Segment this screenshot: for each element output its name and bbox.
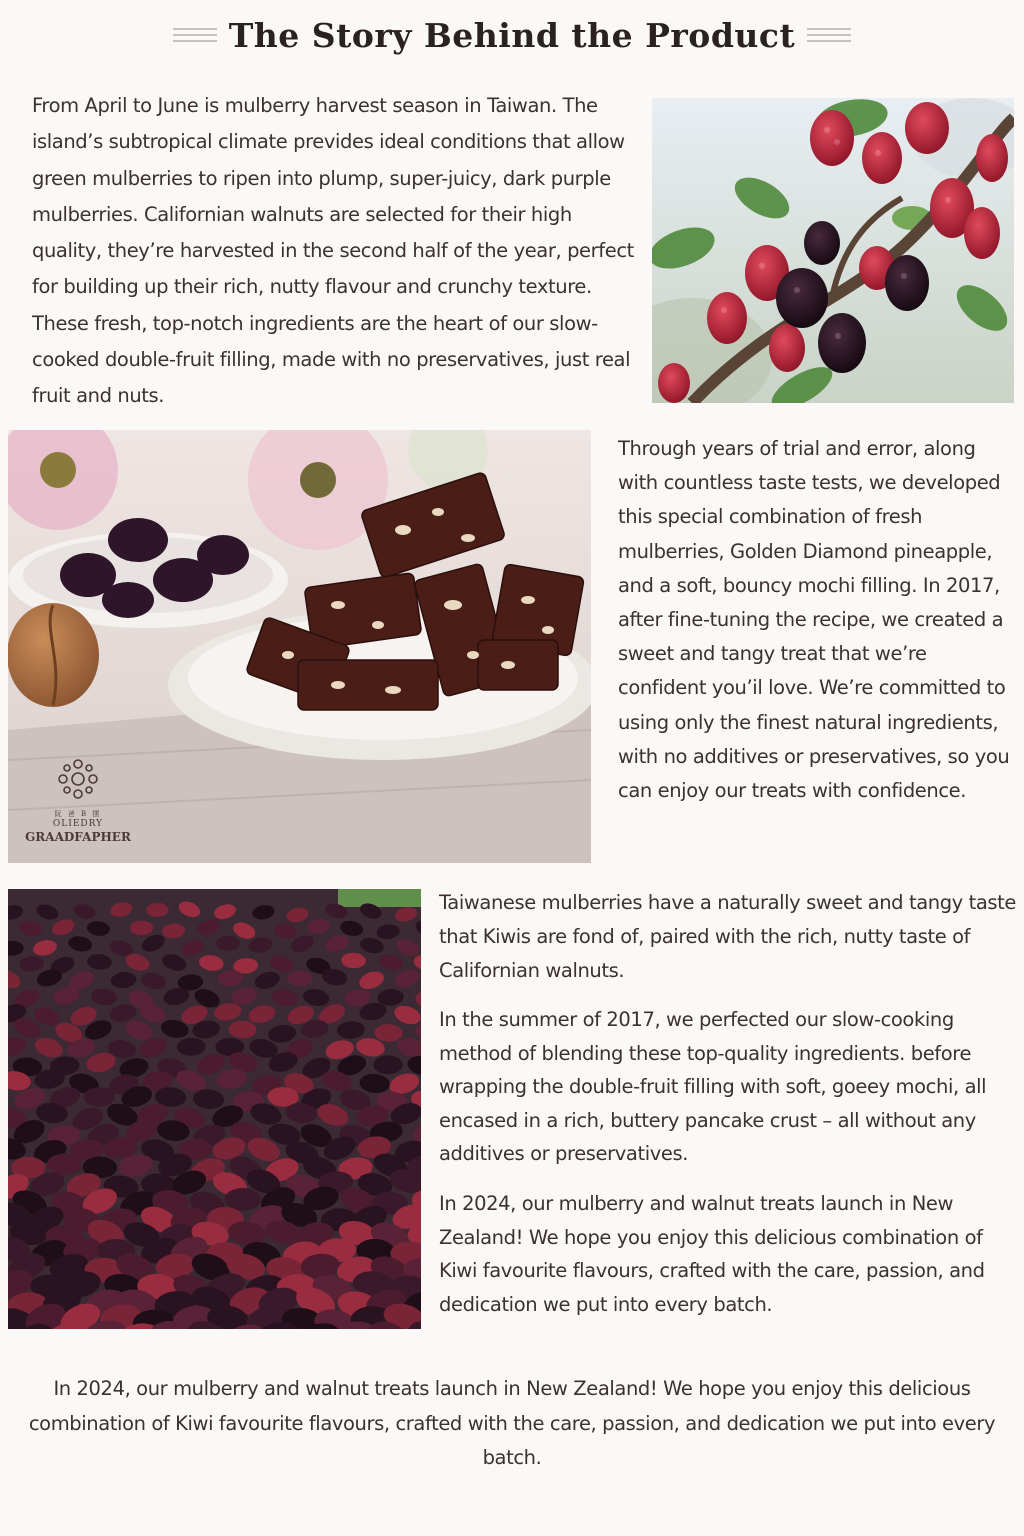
story-paragraph-launch: In 2024, our mulberry and walnut treats launch in New Zealand! We hope you enjoy this delicious combination of Kiwi favourite flavours, crafted with the care, passion, and dedication we put into every batch. (439, 1192, 985, 1316)
story-paragraph-harvest: From April to June is mulberry harvest season in Taiwan. The island’s subtropical climate prevides ideal conditions that allow green mulberries to ripen into plump, super-juicy, dark purple mulberries. Californian walnuts are selected for their high quality, they’re harvested in the second half of the year, perfect for building up their rich, nutty flavour and crunchy texture. These fresh, top-notch ingredients are the heart of our slow-cooked double-fruit filling, made with no preservatives, just real fruit and nuts. (32, 94, 634, 408)
page-title: The Story Behind the Product (228, 15, 796, 55)
drying-mulberry (373, 1056, 403, 1075)
brand-emblem-icon (56, 757, 100, 801)
brand-chinese-text: 阮 爸 B 摆 (54, 810, 102, 818)
title-right-rule (807, 28, 851, 42)
brand-line-2: GRAADFAPHER (25, 830, 131, 844)
brand-logo (18, 757, 138, 844)
story-paragraph-taste: Taiwanese mulberries have a naturally sweet and tangy taste that Kiwis are fond of, paired with the rich, nutty taste of Californian walnuts. (439, 891, 1017, 982)
mulberry-branch-photo (652, 98, 1014, 403)
title-row (0, 10, 1024, 60)
drying-mulberry (130, 921, 153, 936)
story-paragraph-development: Through years of trial and error, along with countless taste tests, we developed this special combination of fresh mulberries, Golden Diamond pineapple, and a soft, bouncy mochi filling. In 2017, after fine-tuning the recipe, we created a sweet and tangy treat that we’re confident you’il love. We’re committed to using only the finest natural ingredients, with no additives or preservatives, so you can enjoy our treats with confidence. (618, 437, 1010, 803)
story-paragraph-closing: In 2024, our mulberry and walnut treats launch in New Zealand! We hope you enjoy this delicious combination of Kiwi favourite flavours, crafted with the care, passion, and dedication we put into every batch. (28, 1377, 996, 1469)
drying-mulberry (47, 1154, 81, 1176)
story-paragraph-method: In the summer of 2017, we perfected our slow-cooking method of blending these top-quality ingredients. before wrapping the double-fruit filling with soft, goeey mochi, all encased in a rich, buttery pancake crust – all without any additives or preservatives. (439, 1008, 987, 1165)
drying-mulberry (225, 1188, 261, 1211)
title-left-rule (173, 28, 217, 42)
brand-line-1: OLIEDRY (52, 819, 104, 829)
drying-mulberry (287, 971, 313, 987)
drying-mulberries-photo (8, 889, 421, 1329)
